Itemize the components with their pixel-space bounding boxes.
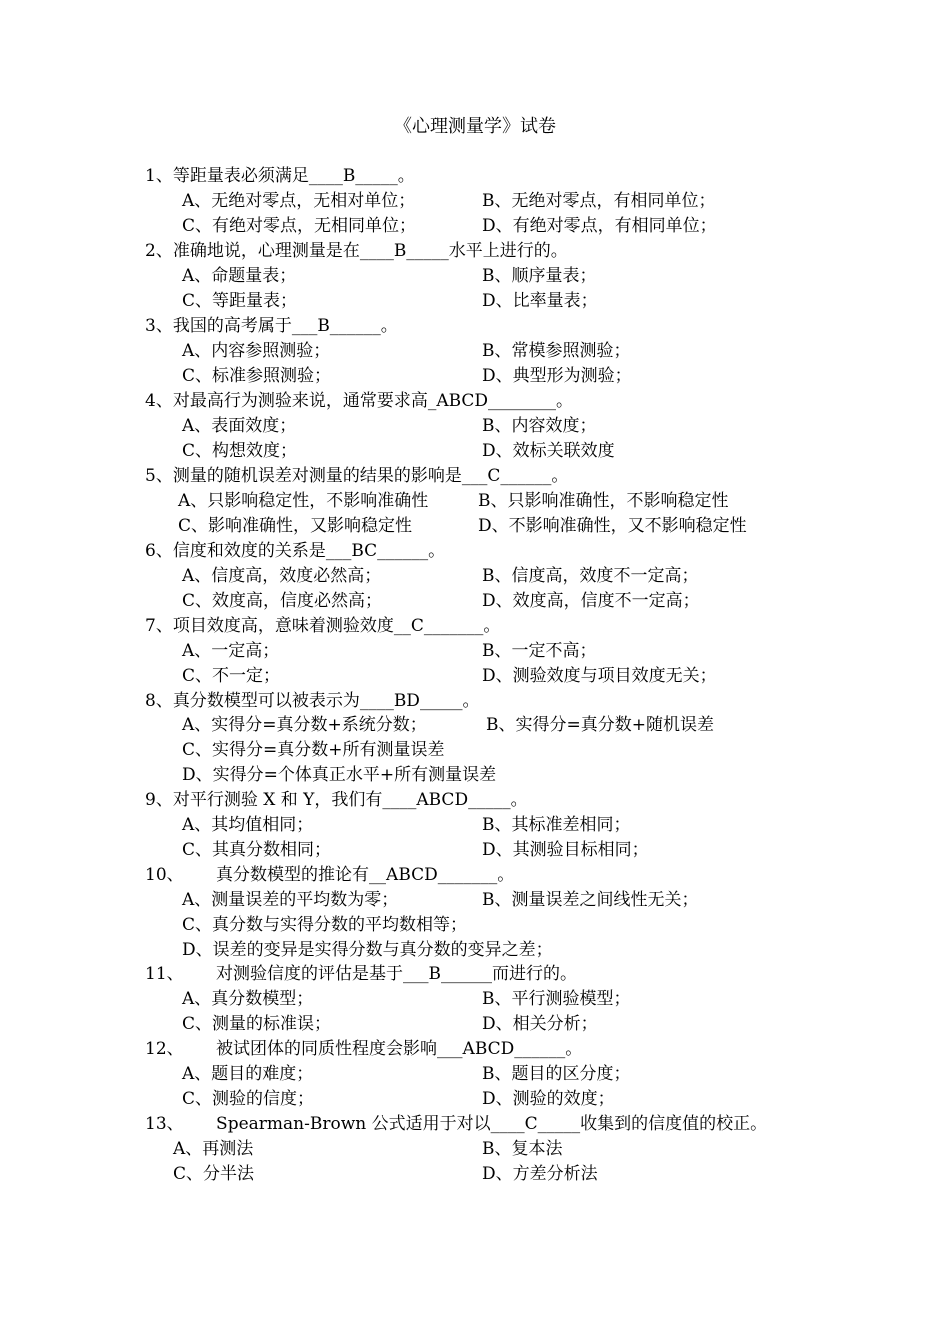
question-11-option-c: C、测量的标准误； xyxy=(182,1014,332,1034)
question-2-option-b: B、顺序量表； xyxy=(482,266,597,286)
question-12-option-d: D、测验的效度； xyxy=(482,1089,615,1109)
question-6-stem: 6、信度和效度的关系是___BC______。 xyxy=(145,541,446,561)
question-13-option-a: A、再测法 xyxy=(173,1139,254,1159)
question-3-option-d: D、典型形为测验； xyxy=(482,366,632,386)
question-3-option-a: A、内容参照测验； xyxy=(182,341,331,361)
question-6-option-c: C、效度高，信度必然高； xyxy=(182,591,383,611)
question-4-option-b: B、内容效度； xyxy=(482,416,597,436)
exam-title: 《心理测量学》试卷 xyxy=(394,116,556,137)
question-13-option-b: B、复本法 xyxy=(482,1139,563,1159)
question-10-option-a: A、测量误差的平均数为零； xyxy=(182,890,399,910)
question-5-stem: 5、测量的随机误差对测量的结果的影响是___C______。 xyxy=(145,466,569,486)
question-1-option-d: D、有绝对零点，有相同单位； xyxy=(482,216,717,236)
question-12-stem: 12、 被试团体的同质性程度会影响___ABCD______。 xyxy=(145,1039,583,1059)
question-7-option-c: C、不一定； xyxy=(182,666,281,686)
question-7-stem: 7、项目效度高，意味着测验效度__C_______。 xyxy=(145,616,501,636)
question-8-option-c: C、实得分=真分数+所有测量误差 xyxy=(182,740,445,760)
question-9-option-d: D、其测验目标相同； xyxy=(482,840,649,860)
question-7-option-a: A、一定高； xyxy=(182,641,280,661)
question-4-option-a: A、表面效度； xyxy=(182,416,297,436)
question-10-option-c: C、真分数与实得分数的平均数相等； xyxy=(182,915,468,935)
question-4-option-c: C、构想效度； xyxy=(182,441,298,461)
question-8-option-a: A、实得分=真分数+系统分数； xyxy=(182,715,427,735)
question-4-option-d: D、效标关联效度 xyxy=(482,441,615,461)
question-9-stem: 9、对平行测验 X 和 Y，我们有____ABCD_____。 xyxy=(145,790,528,810)
question-5-option-b: B、只影响准确性，不影响稳定性 xyxy=(478,491,729,511)
question-6-option-d: D、效度高，信度不一定高； xyxy=(482,591,700,611)
question-1-stem: 1、等距量表必须满足____B_____。 xyxy=(145,166,415,186)
question-11-stem: 11、 对测验信度的评估是基于___B______而进行的。 xyxy=(145,964,578,984)
question-2-option-a: A、命题量表； xyxy=(182,266,297,286)
question-8-option-b: B、实得分=真分数+随机误差 xyxy=(486,715,714,735)
question-13-option-c: C、分半法 xyxy=(173,1164,255,1184)
question-10-stem: 10、 真分数模型的推论有__ABCD_______。 xyxy=(145,865,515,885)
question-6-option-a: A、信度高，效度必然高； xyxy=(182,566,382,586)
question-10-option-d: D、误差的变异是实得分数与真分数的变异之差； xyxy=(182,940,553,960)
question-5-option-c: C、影响准确性，又影响稳定性 xyxy=(178,516,413,536)
question-11-option-b: B、平行测验模型； xyxy=(482,989,631,1009)
question-8-stem: 8、真分数模型可以被表示为____BD_____。 xyxy=(145,691,480,711)
question-5-option-a: A、只影响稳定性，不影响准确性 xyxy=(178,491,429,511)
question-3-option-c: C、标准参照测验； xyxy=(182,366,332,386)
question-12-option-a: A、题目的难度； xyxy=(182,1064,314,1084)
question-9-option-c: C、其真分数相同； xyxy=(182,840,332,860)
question-4-stem: 4、对最高行为测验来说，通常要求高_ABCD________。 xyxy=(145,391,574,411)
question-12-option-b: B、题目的区分度； xyxy=(482,1064,631,1084)
question-7-option-b: B、一定不高； xyxy=(482,641,597,661)
question-1-option-c: C、有绝对零点，无相同单位； xyxy=(182,216,417,236)
question-2-stem: 2、准确地说，心理测量是在____B_____水平上进行的。 xyxy=(145,241,568,261)
question-1-option-b: B、无绝对零点，有相同单位； xyxy=(482,191,716,211)
question-2-option-d: D、比率量表； xyxy=(482,291,598,311)
question-11-option-d: D、相关分析； xyxy=(482,1014,598,1034)
question-8-option-d: D、实得分=个体真正水平+所有测量误差 xyxy=(182,765,497,785)
question-12-option-c: C、测验的信度； xyxy=(182,1089,315,1109)
question-13-option-d: D、方差分析法 xyxy=(482,1164,598,1184)
question-2-option-c: C、等距量表； xyxy=(182,291,298,311)
question-9-option-b: B、其标准差相同； xyxy=(482,815,631,835)
question-13-stem: 13、 Spearman-Brown 公式适用于对以____C_____收集到的信度值的校正。 xyxy=(145,1114,768,1134)
question-9-option-a: A、其均值相同； xyxy=(182,815,314,835)
question-3-option-b: B、常模参照测验； xyxy=(482,341,631,361)
question-1-option-a: A、无绝对零点，无相对单位； xyxy=(182,191,416,211)
question-3-stem: 3、我国的高考属于___B______。 xyxy=(145,316,398,336)
question-10-option-b: B、测量误差之间线性无关； xyxy=(482,890,699,910)
question-11-option-a: A、真分数模型； xyxy=(182,989,314,1009)
question-7-option-d: D、测验效度与项目效度无关； xyxy=(482,666,717,686)
question-5-option-d: D、不影响准确性，又不影响稳定性 xyxy=(478,516,747,536)
question-6-option-b: B、信度高，效度不一定高； xyxy=(482,566,699,586)
